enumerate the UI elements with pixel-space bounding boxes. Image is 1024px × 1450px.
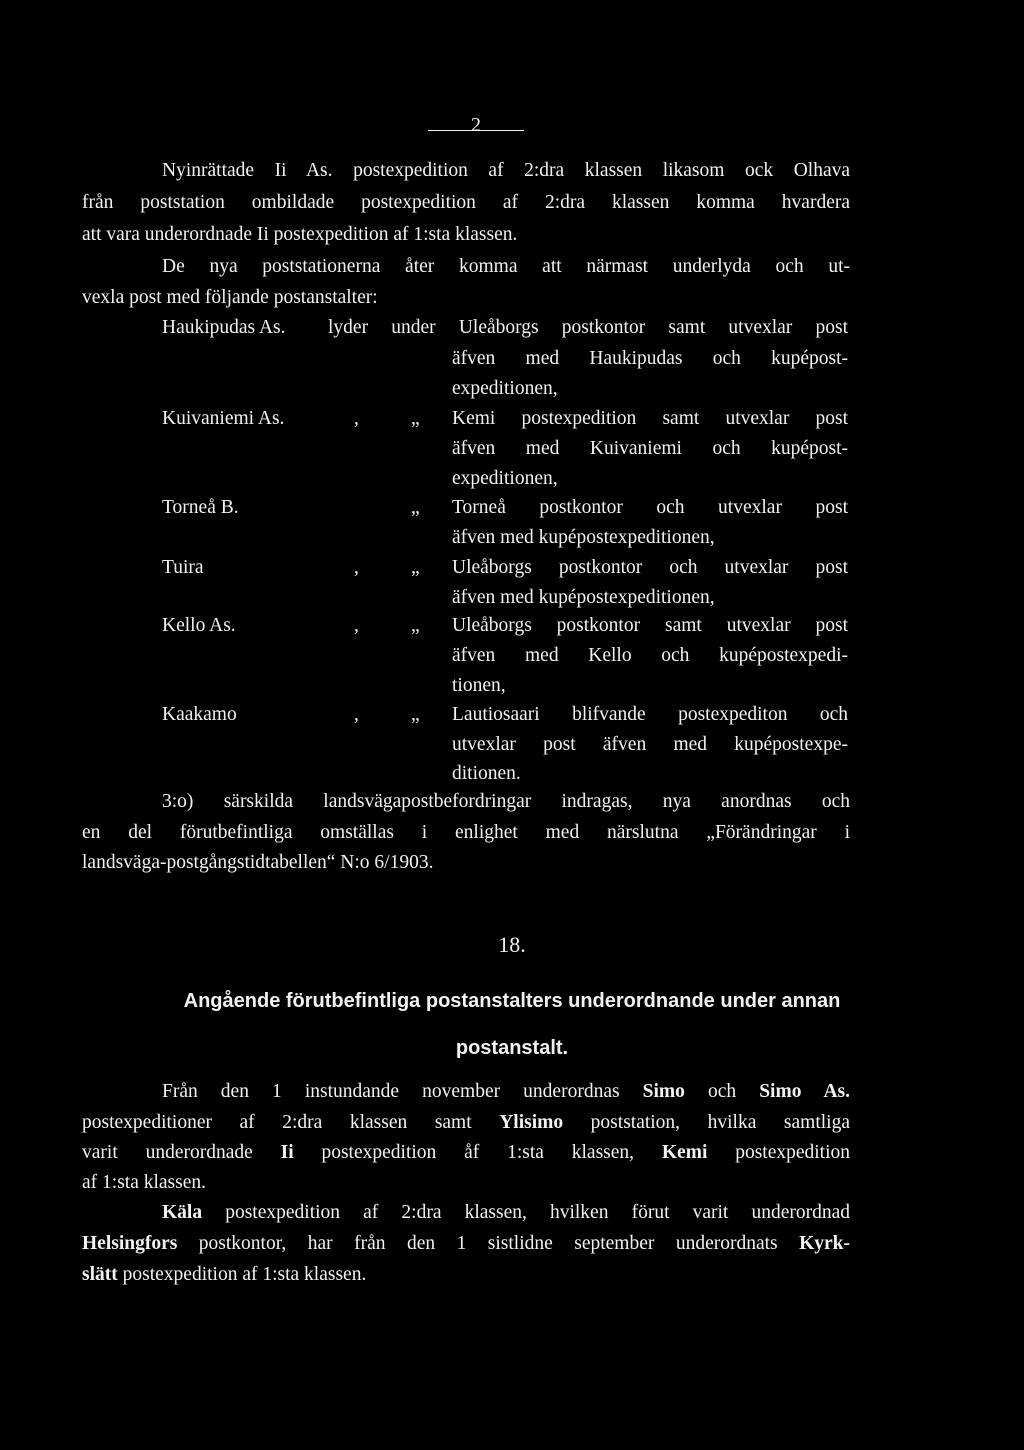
station-text-line: Uleåborgs postkontor samt utvexlar post: [452, 615, 848, 636]
text-run: och: [684, 1081, 760, 1102]
text-run: poststation, hvilka samtliga: [563, 1112, 850, 1133]
intro-line: De nya poststationerna åter komma att närmast underlyda och ut-: [162, 256, 850, 277]
place-name: Ii: [280, 1142, 294, 1163]
station-name: Haukipudas As.: [162, 317, 286, 338]
station-text-line: expeditionen,: [452, 378, 558, 399]
paragraph-line: [82, 1110, 850, 1136]
station-comma: ,: [354, 408, 359, 429]
station-comma: ,: [354, 557, 359, 578]
station-text-line: lyder under Uleåborgs postkontor samt utvexlar post: [328, 317, 848, 338]
station-text-line: Torneå postkontor och utvexlar post: [452, 497, 848, 518]
place-name: slätt: [82, 1264, 118, 1285]
place-name: Kemi: [661, 1142, 708, 1163]
station-text-line: äfven med Kello och kupépostexpedi-: [452, 645, 848, 666]
station-name: Kuivaniemi As.: [162, 408, 285, 429]
paragraph-line: [162, 1079, 850, 1105]
station-text-line: äfven med kupépostexpeditionen,: [452, 527, 715, 548]
intro-line: vexla post med följande postanstalter:: [82, 287, 378, 308]
station-text-line: Kemi postexpedition samt utvexlar post: [452, 408, 848, 429]
paragraph-line: [82, 1231, 850, 1257]
text-run: postexpeditioner af 2:dra klassen samt: [82, 1112, 500, 1133]
intro-line: från poststation ombildade postexpedition af 2:dra klassen komma hvardera: [82, 192, 850, 213]
text-run: varit underordnade: [82, 1142, 281, 1163]
paragraph-line: [82, 1262, 366, 1288]
station-text-line: äfven med Haukipudas och kupépost-: [452, 348, 848, 369]
page-number-rule: [428, 130, 524, 131]
text-run: Från den 1 instundande november underordnas: [162, 1081, 643, 1102]
text-run: postexpedition åf 1:sta klassen,: [293, 1142, 662, 1163]
station-text-line: Uleåborgs postkontor och utvexlar post: [452, 557, 848, 578]
paragraph-line: [162, 1200, 850, 1226]
text-run: postexpedition: [707, 1142, 851, 1163]
ditto-mark: „: [411, 615, 420, 636]
place-name: Simo As.: [759, 1081, 850, 1102]
closing-line: 3:o) särskilda landsvägapostbefordringar indragas, nya anordnas och: [162, 791, 850, 812]
ditto-mark: „: [411, 497, 420, 518]
station-comma: ,: [354, 615, 359, 636]
page-number: 2: [471, 114, 481, 136]
intro-line: Nyinrättade Ii As. postexpedition af 2:dra klassen likasom ock Olhava: [162, 160, 850, 181]
station-text-line: äfven med kupépostexpeditionen,: [452, 587, 715, 608]
place-name: Käla: [162, 1202, 203, 1223]
station-text-line: expeditionen,: [452, 468, 558, 489]
section-number: 18.: [498, 932, 526, 957]
section-heading: Angående förutbefintliga postanstalters underordnande under annan: [183, 990, 841, 1012]
text-run: postexpedition af 2:dra klassen, hvilken förut varit underordnad: [202, 1202, 850, 1223]
station-text-line: Lautiosaari blifvande postexpediton och: [452, 704, 848, 725]
text-run: postkontor, har från den 1 sistlidne september underordnats: [177, 1233, 800, 1254]
place-name: Helsingfors: [82, 1233, 178, 1254]
station-name: Torneå B.: [162, 497, 239, 518]
paragraph-line: [82, 1140, 850, 1166]
closing-line: landsväga-postgångstidtabellen“ N:o 6/1903.: [82, 852, 434, 873]
station-text-line: tionen,: [452, 675, 506, 696]
text-run: postexpedition af 1:sta klassen.: [117, 1264, 367, 1285]
paragraph-line: af 1:sta klassen.: [82, 1172, 207, 1193]
section-heading: postanstalt.: [455, 1037, 569, 1059]
ditto-mark: „: [411, 704, 420, 725]
station-comma: ,: [354, 704, 359, 725]
station-name: Tuira: [162, 557, 204, 578]
station-name: Kaakamo: [162, 704, 237, 725]
ditto-mark: „: [411, 557, 420, 578]
place-name: Kyrk-: [799, 1233, 850, 1254]
station-text-line: utvexlar post äfven med kupépostexpe-: [452, 734, 848, 755]
closing-line: en del förutbefintliga omställas i enlighet med närslutna „Förändringar i: [82, 822, 850, 843]
station-text-line: äfven med Kuivaniemi och kupépost-: [452, 438, 848, 459]
place-name: Simo: [642, 1081, 685, 1102]
station-name: Kello As.: [162, 615, 236, 636]
place-name: Ylisimo: [499, 1112, 564, 1133]
intro-line: att vara underordnade Ii postexpedition af 1:sta klassen.: [82, 224, 518, 245]
station-text-line: ditionen.: [452, 763, 521, 784]
ditto-mark: „: [411, 408, 420, 429]
